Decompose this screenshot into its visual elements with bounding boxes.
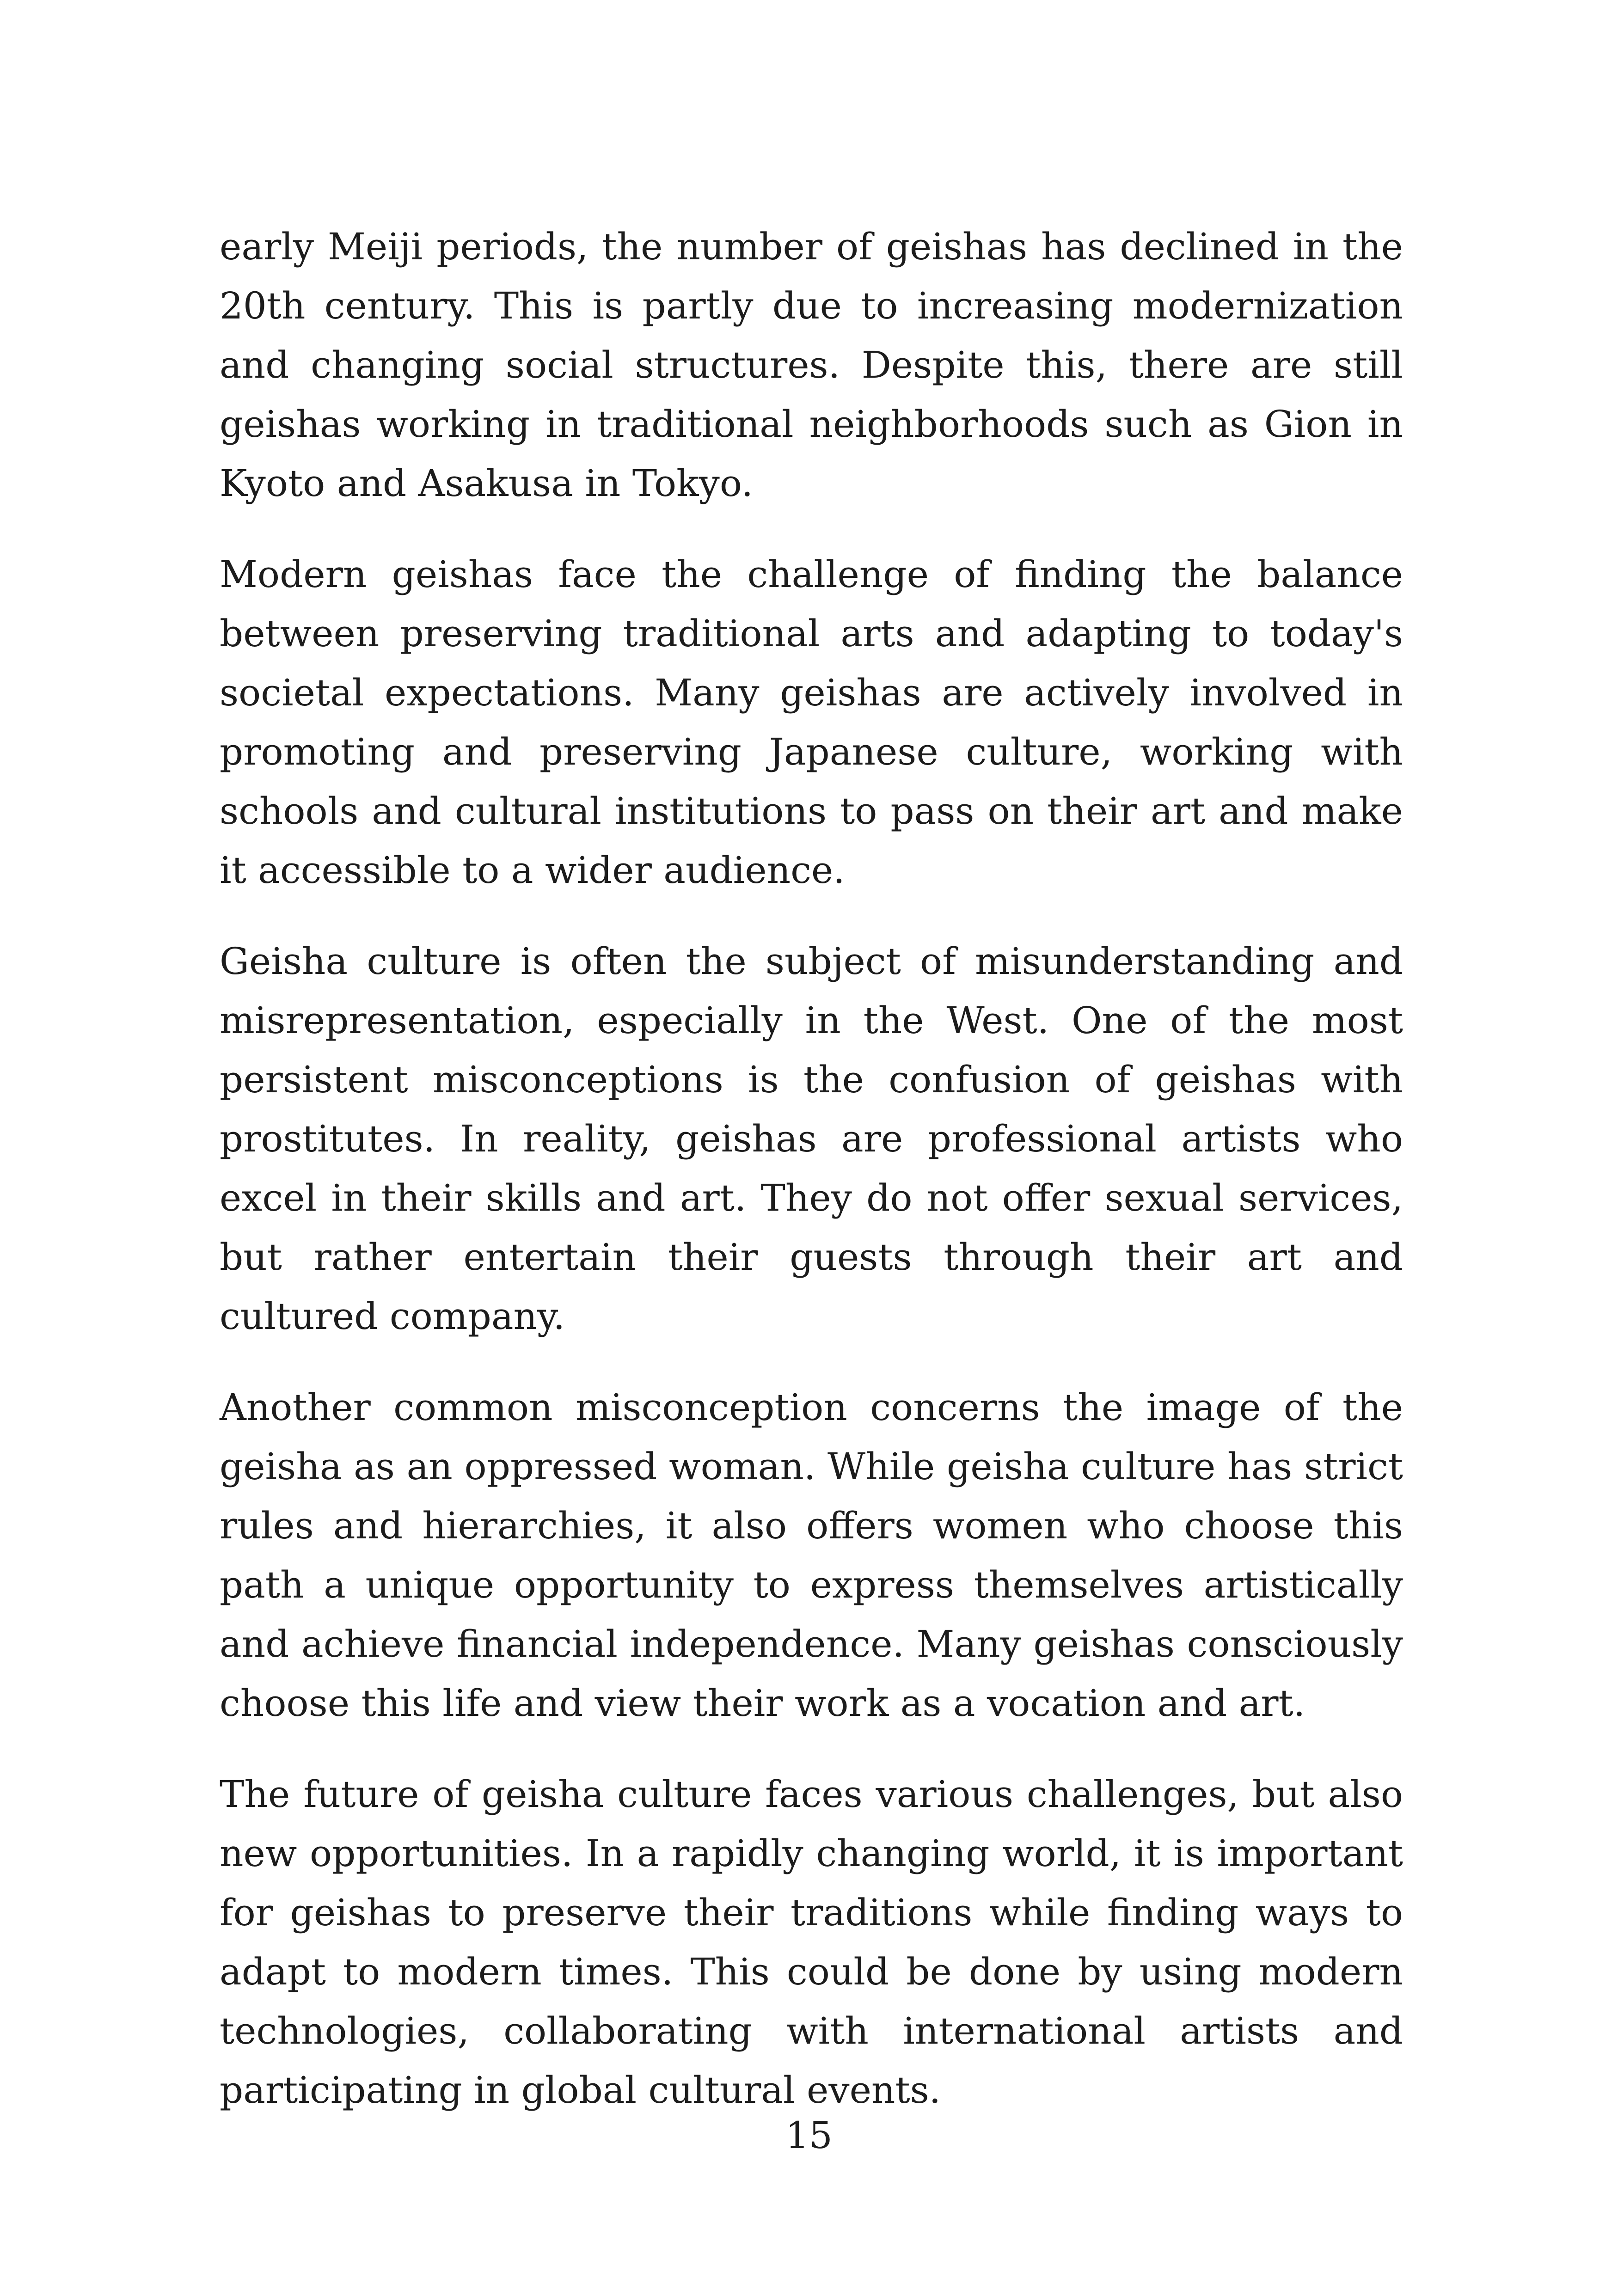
paragraph-future: The future of geisha culture faces various challenges, but also new opportunities. In a rapidly changing world, it is important for geishas to preserve their traditions while finding ways to adapt to modern times. This could be done by using modern technologies, collaborating with international artists and participating in global cultural events. bbox=[220, 1773, 1403, 2112]
page-number: 15 bbox=[785, 2114, 833, 2157]
paragraph-meiji-decline: early Meiji periods, the number of geishas has declined in the 20th century. This is partly due to increasing modernization and changing social structures. Despite this, there are still geishas working in traditional neighborhoods such as Gion in Kyoto and Asakusa in Tokyo. bbox=[220, 225, 1403, 505]
paragraph-oppression-misconception: Another common misconception concerns the image of the geisha as an oppressed woman. While geisha culture has strict rules and hierarchies, it also offers women who choose this path a unique opportunity to express themselves artistically and achieve financial independence. Many geishas consciously choose this life and view their work as a vocation and art. bbox=[220, 1386, 1403, 1725]
body-text bbox=[220, 217, 1403, 2120]
paragraph-misunderstanding: Geisha culture is often the subject of misunderstanding and misrepresentation, especially in the West. One of the most persistent misconceptions is the confusion of geishas with prostitutes. In reality, geishas are professional artists who excel in their skills and art. They do not offer sexual services, but rather entertain their guests through their art and cultured company. bbox=[220, 940, 1403, 1338]
paragraph-modern-geishas: Modern geishas face the challenge of finding the balance between preserving traditional arts and adapting to today's societal expectations. Many geishas are actively involved in promoting and preserving Japanese culture, working with schools and cultural institutions to pass on their art and make it accessible to a wider audience. bbox=[220, 553, 1403, 892]
